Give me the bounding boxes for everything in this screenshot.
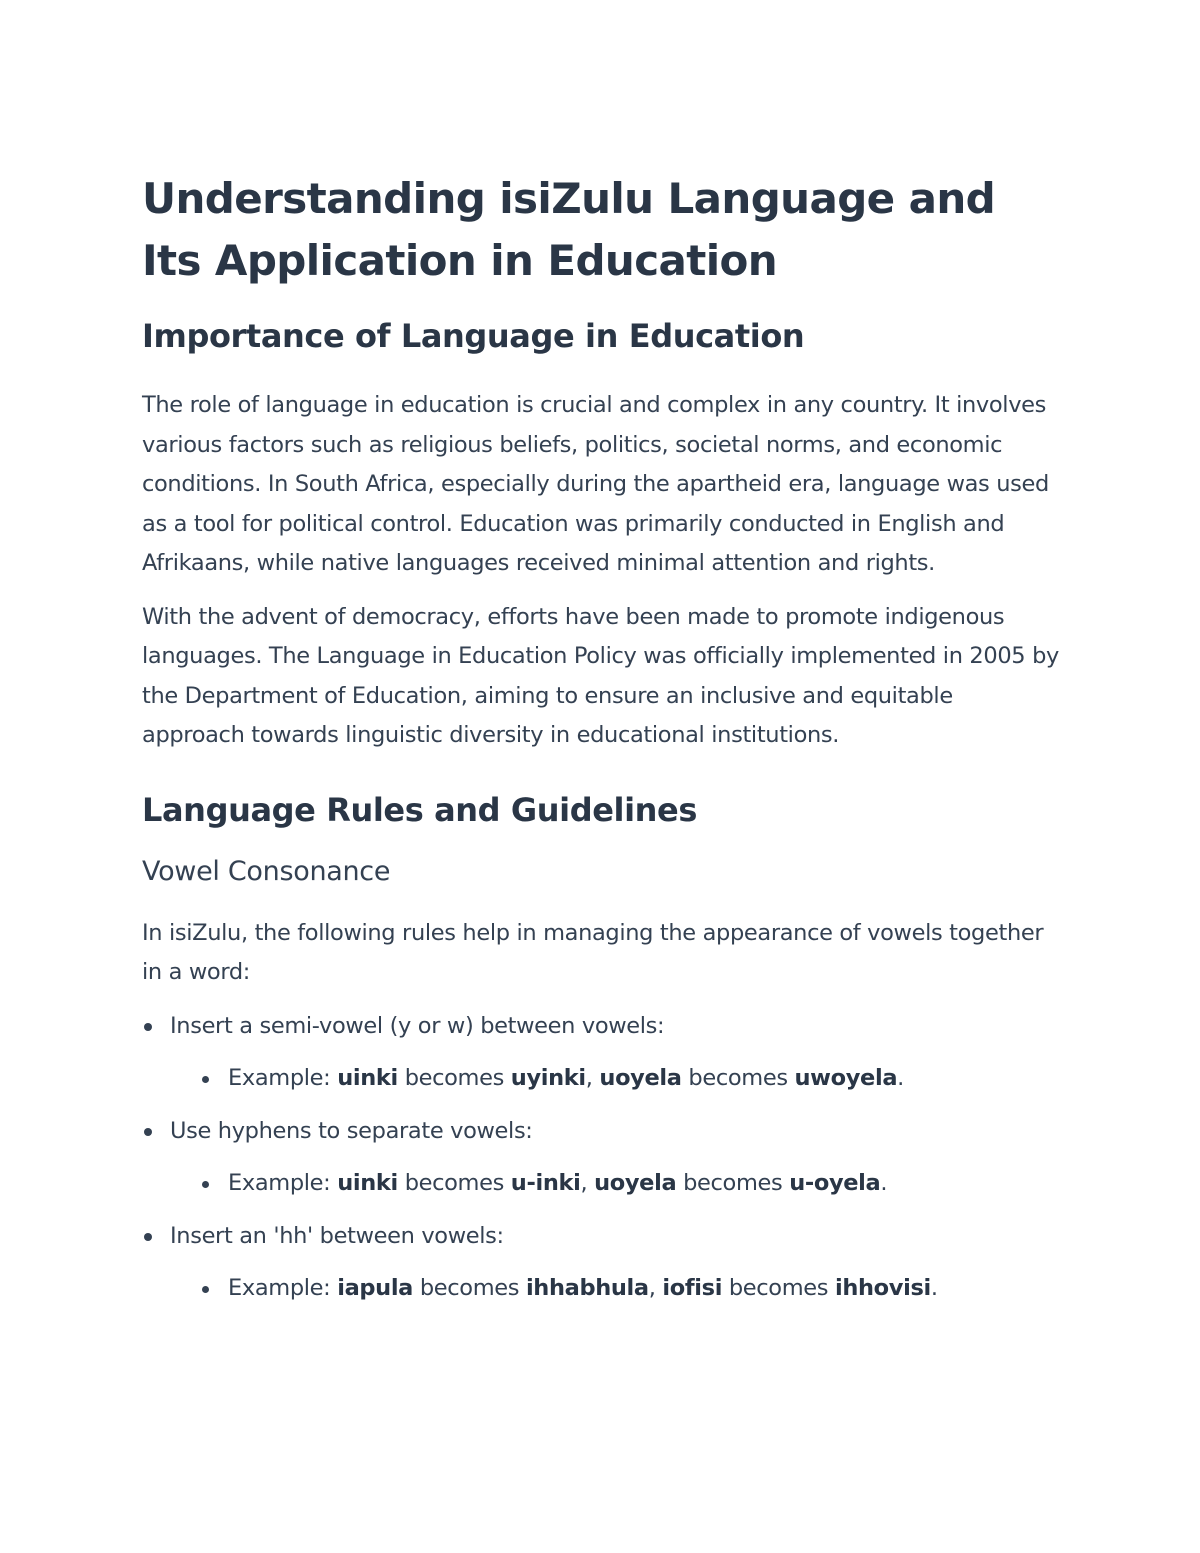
example-becomes: becomes xyxy=(681,1065,795,1091)
rule-text: Use hyphens to separate vowels: xyxy=(170,1117,533,1144)
example-becomes: becomes xyxy=(722,1275,835,1301)
example-result: uwoyela xyxy=(794,1065,898,1091)
section-heading-importance: Importance of Language in Education xyxy=(142,317,805,355)
bullet-icon xyxy=(144,1023,152,1031)
example-prefix: Example: xyxy=(228,1275,338,1301)
example-word: uinki xyxy=(337,1065,398,1091)
example-word: uoyela xyxy=(594,1170,677,1196)
example-result: u-inki xyxy=(510,1170,581,1196)
example-result: u-oyela xyxy=(789,1170,881,1196)
example-separator: , xyxy=(580,1170,595,1196)
paragraph-rules-intro: In isiZulu, the following rules help in managing the appearance of vowels together in a word: xyxy=(142,919,1044,985)
example-item xyxy=(170,1164,1062,1204)
example-item xyxy=(170,1059,1062,1099)
example-word: uoyela xyxy=(599,1065,682,1091)
rule-examples xyxy=(170,1059,1062,1099)
section-heading-rules: Language Rules and Guidelines xyxy=(142,790,697,829)
bullet-icon xyxy=(144,1233,152,1241)
example-becomes: becomes xyxy=(413,1275,526,1301)
example-separator: , xyxy=(648,1275,663,1301)
example-end: . xyxy=(880,1170,888,1196)
bullet-icon xyxy=(144,1128,152,1136)
example-result: ihhovisi xyxy=(834,1275,931,1301)
example-becomes: becomes xyxy=(397,1170,511,1196)
example-item xyxy=(170,1269,1062,1309)
example-end: . xyxy=(930,1275,938,1301)
rule-item-hyphens xyxy=(142,1112,1062,1204)
example-result: ihhabhula xyxy=(525,1275,649,1301)
document-title: Understanding isiZulu Language and Its Application in Education xyxy=(142,174,996,285)
rule-text: Insert an 'hh' between vowels: xyxy=(170,1222,504,1249)
bullet-icon xyxy=(202,1181,209,1188)
rule-item-semivowel xyxy=(142,1007,1062,1099)
example-prefix: Example: xyxy=(228,1065,338,1091)
document-page xyxy=(142,168,1062,1309)
rule-examples xyxy=(170,1269,1062,1309)
example-end: . xyxy=(897,1065,904,1091)
bullet-icon xyxy=(202,1076,209,1083)
example-word: uinki xyxy=(337,1170,398,1196)
example-word: iofisi xyxy=(662,1275,723,1301)
example-result: uyinki xyxy=(510,1065,586,1091)
example-separator: , xyxy=(585,1065,600,1091)
rule-examples xyxy=(170,1164,1062,1204)
rules-list xyxy=(142,1007,1062,1309)
bullet-icon xyxy=(202,1286,209,1293)
subheading-vowel-consonance: Vowel Consonance xyxy=(142,855,391,887)
example-becomes: becomes xyxy=(397,1065,511,1091)
paragraph-democracy: With the advent of democracy, efforts have been made to promote indigenous languages. The Language in Education Policy was officially implemented in 2005 by the Department of Education, aiming to ensure an inclusive and equitable approach towards linguistic diversity in educational institutions. xyxy=(142,603,1059,748)
rule-text: Insert a semi-vowel (y or w) between vowels: xyxy=(170,1012,665,1039)
paragraph-role-of-language: The role of language in education is crucial and complex in any country. It involves various factors such as religious beliefs, politics, societal norms, and economic conditions. In South Africa, especially during the apartheid era, language was used as a tool for political control. Education was primarily conducted in English and Afrikaans, while native languages received minimal attention and rights. xyxy=(142,392,1049,576)
example-prefix: Example: xyxy=(228,1170,338,1196)
example-word: iapula xyxy=(337,1275,414,1301)
rule-item-hh xyxy=(142,1217,1062,1309)
example-becomes: becomes xyxy=(676,1170,790,1196)
